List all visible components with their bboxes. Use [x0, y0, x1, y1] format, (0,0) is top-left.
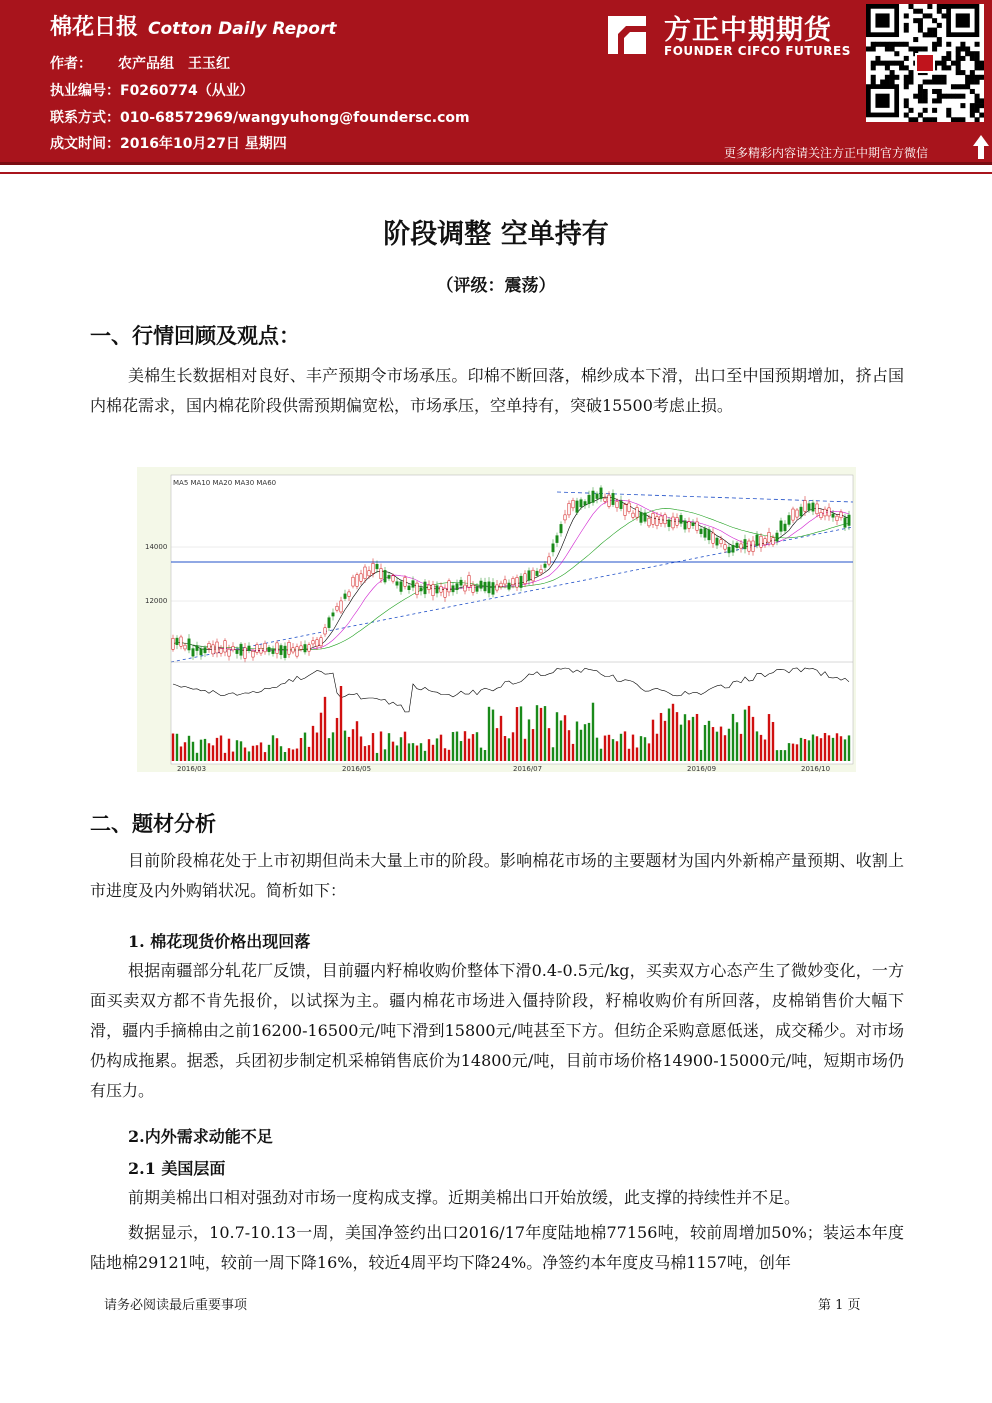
author-row — [50, 53, 230, 73]
x-tick-3: 2016/07 — [513, 765, 543, 772]
author-value: 农产品组 王玉红 — [118, 56, 230, 72]
company-name-cn: 方正中期期货 — [664, 15, 832, 46]
chart-legend: MA5 MA10 MA20 MA30 MA60 — [173, 479, 277, 487]
footer-notice: 请务必阅读最后重要事项 — [104, 1298, 248, 1313]
contact-label: 联系方式： — [50, 110, 120, 126]
wechat-qr-code — [866, 4, 984, 122]
license-value: F0260774（从业） — [120, 83, 254, 99]
subsection1-paragraph: 根据南疆部分轧花厂反馈，目前疆内籽棉收购价整体下滑0.4-0.5元/kg，买卖双方心态产生了微妙变化，一方面买卖双方都不肯先报价，以试探为主。疆内棉花市场进入僵持阶段，籽棉收购价有所回落，皮棉销售价大幅下滑，疆内手摘棉由之前16200-16500元/吨下滑到15800元/吨甚至下方。但纺企采购意愿低迷，成交稀少。对市场仍构成拖累。据悉，兵团初步制定机采棉销售底价为14800元/吨，目前市场价格14900-15000元/吨，短期市场仍有压力。 — [90, 961, 904, 1100]
section1-paragraph: 美棉生长数据相对良好、丰产预期令市场承压。印棉不断回落，棉纱成本下滑，出口至中国预期增加，挤占国内棉花需求，国内棉花阶段供需预期偏宽松，市场承压，空单持有，突破15500考虑止损。 — [90, 366, 904, 415]
page-title: 阶段调整 空单持有 — [383, 219, 609, 250]
contact-value: 010-68572969/wangyuhong@foundersc.com — [120, 110, 470, 126]
section2-heading: 二、题材分析 — [90, 812, 216, 836]
license-row — [50, 80, 254, 100]
report-title — [50, 10, 337, 41]
arrow-up-icon — [972, 134, 990, 160]
subheading-1: 1. 棉花现货价格出现回落 — [128, 932, 311, 951]
x-tick-5: 2016/10 — [801, 765, 831, 772]
subheading-2-1: 2.1 美国层面 — [128, 1159, 226, 1178]
x-tick-4: 2016/09 — [687, 765, 717, 772]
subsection21-paragraph-2: 数据显示，10.7-10.13一周，美国净签约出口2016/17年度陆地棉77156吨，较前周增加50%；装运本年度陆地棉29121吨，较前一周下降16%，较近4周平均下降24%。净签约本年度皮马棉1157吨，创年 — [90, 1223, 904, 1272]
logo-mark-icon — [604, 12, 650, 58]
section2-intro: 目前阶段棉花处于上市初期但尚未大量上市的阶段。影响棉花市场的主要题材为国内外新棉产量预期、收割上市进度及内外购销状况。简析如下： — [90, 851, 904, 900]
section1-heading: 一、行情回顾及观点： — [90, 324, 300, 348]
contact-row — [50, 107, 470, 127]
subsection21-paragraph-1: 前期美棉出口相对强劲对市场一度构成支撑。近期美棉出口开始放缓，此支撑的持续性并不足。 — [128, 1188, 801, 1207]
x-tick-1: 2016/03 — [177, 765, 207, 772]
company-name-en: FOUNDER CIFCO FUTURES — [664, 44, 851, 58]
company-logo — [604, 8, 854, 64]
banner-divider — [0, 162, 992, 165]
author-label: 作者： — [50, 56, 92, 72]
banner-divider-thin — [0, 172, 992, 174]
date-row — [50, 133, 287, 153]
license-label: 执业编号： — [50, 83, 120, 99]
qr-code-icon — [866, 4, 984, 122]
rating: （评级：震荡） — [436, 276, 556, 296]
report-title-en: Cotton Daily Report — [148, 19, 337, 39]
x-tick-2: 2016/05 — [342, 765, 372, 772]
date-label: 成文时间： — [50, 136, 120, 152]
report-title-cn: 棉花日报 — [50, 15, 139, 40]
date-value: 2016年10月27日 星期四 — [120, 136, 287, 152]
follow-wechat-note: 更多精彩内容请关注方正中期官方微信 — [724, 146, 929, 160]
y-tick-14000: 14000 — [145, 543, 168, 551]
cotton-price-chart-image — [137, 467, 856, 772]
page-number: 第 1 页 — [818, 1298, 861, 1313]
subheading-2: 2.内外需求动能不足 — [128, 1127, 273, 1146]
y-tick-12000: 12000 — [145, 597, 168, 605]
